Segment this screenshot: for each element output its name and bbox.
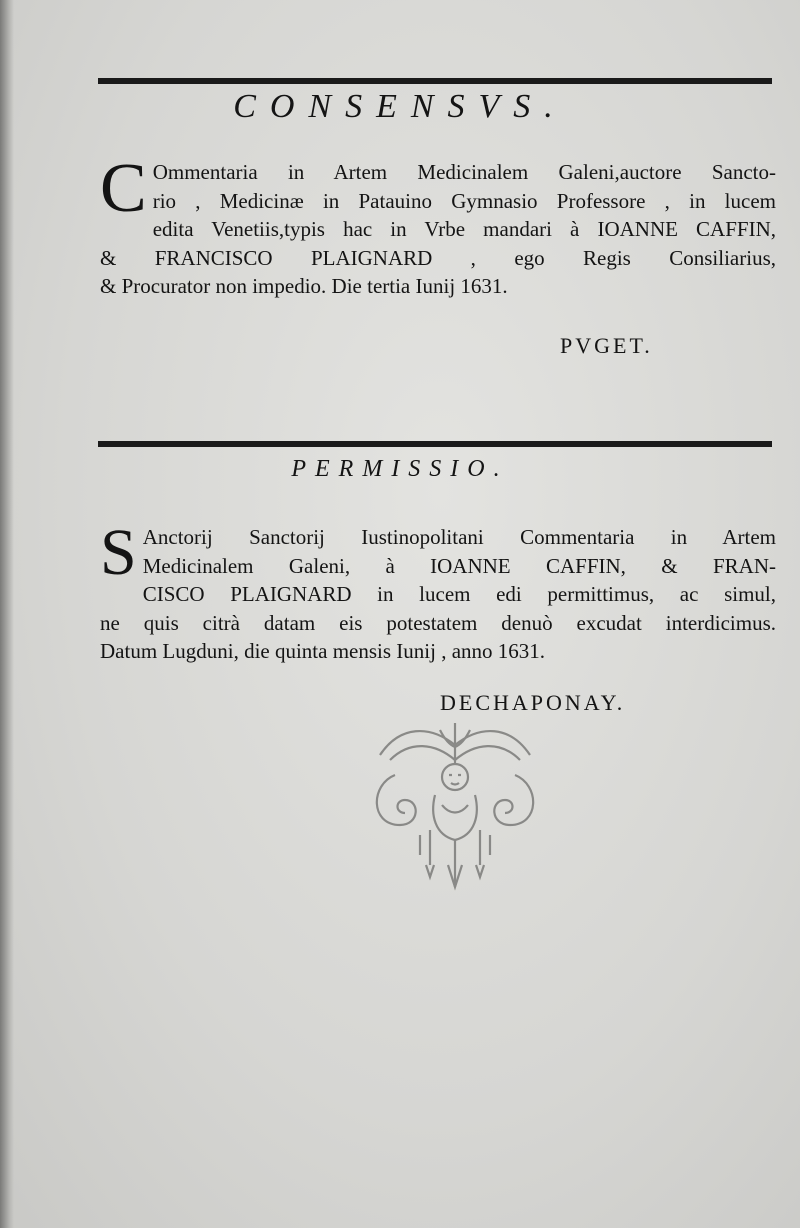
printers-ornament-icon <box>360 715 550 895</box>
consensus-line-4: & FRANCISCO PLAIGNARD , ego Regis Consiliarius, <box>100 245 776 270</box>
consensus-signature: PVGET. <box>560 333 653 358</box>
consensus-line-1: Ommentaria in Artem Medicinalem Galeni,auctore Sancto- <box>152 160 776 184</box>
page-edge-shadow <box>0 0 14 1228</box>
permissio-heading: PERMISSIO. <box>291 456 509 482</box>
consensus-dropcap: C <box>100 150 147 227</box>
permissio-line-1: Anctorij Sanctorij Iustinopolitani Commentaria in Artem <box>142 525 776 549</box>
consensus-line-5: & Procurator non impedio. Die tertia Iunij 1631. <box>100 274 508 298</box>
consensus-paragraph <box>100 150 776 301</box>
permissio-signature: DECHAPONAY. <box>440 690 626 715</box>
middle-rule <box>98 441 772 447</box>
permissio-line-4: ne quis citrà datam eis potestatem denuò excudat interdicimus. <box>100 610 776 635</box>
permissio-paragraph <box>100 516 776 666</box>
permissio-dropcap: S <box>100 516 137 589</box>
consensus-line-2: rio , Medicinæ in Patauino Gymnasio Professore , in lucem <box>152 188 776 213</box>
permissio-line-3: CISCO PLAIGNARD in lucem edi permittimus, ac simul, <box>142 582 776 606</box>
permissio-line-5: Datum Lugduni, die quinta mensis Iunij , anno 1631. <box>100 639 546 663</box>
bleed-through-footer <box>98 1160 103 1183</box>
bleed-through-header <box>318 30 327 60</box>
consensus-line-3: edita Venetiis,typis hac in Vrbe mandari à IOANNE CAFFIN, <box>152 217 776 241</box>
permissio-line-2: Medicinalem Galeni, à IOANNE CAFFIN, & FRAN- <box>142 553 776 578</box>
top-rule <box>98 78 772 84</box>
consensus-heading: CONSENSVS. <box>233 88 567 125</box>
